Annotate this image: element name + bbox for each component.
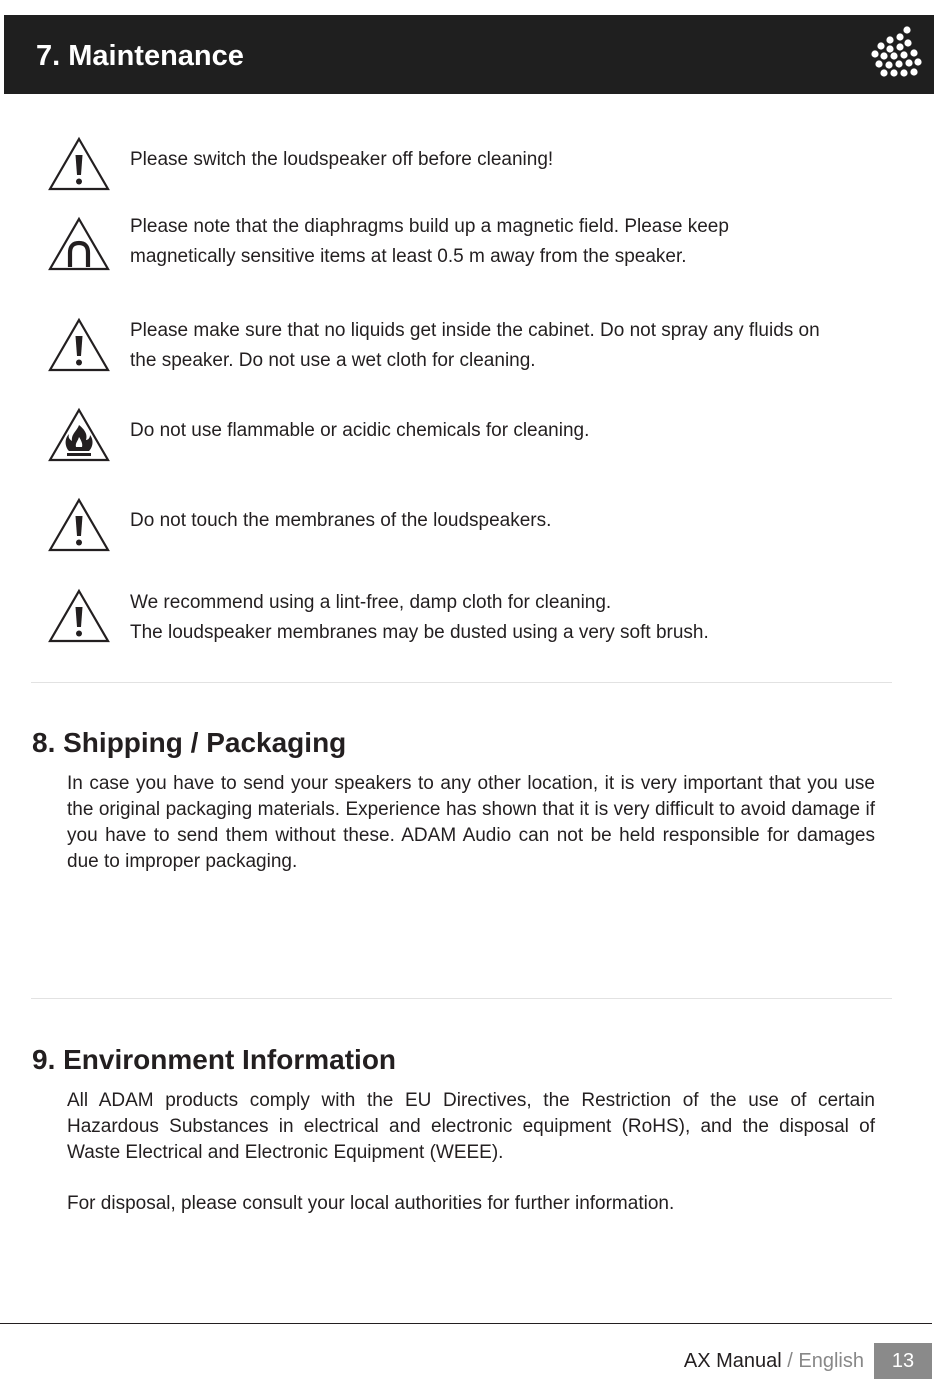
maintenance-item-2: Please note that the diaphragms build up a magnetic field. Please keep magnetically sensitive items at least 0.5 m away from the speaker. — [130, 216, 729, 267]
maintenance-item-5: Do not touch the membranes of the loudspeakers. — [130, 510, 552, 531]
environment-paragraph: All ADAM products comply with the EU Directives, the Restriction of the use of certain Hazardous Substances in electrical and electronic equipment (RoHS), and the disposal of Waste Electrical and Electronic Equipment (WEEE). — [67, 1090, 875, 1163]
warning-exclamation-icon — [47, 317, 111, 373]
disposal-paragraph: For disposal, please consult your local authorities for further information. — [67, 1193, 675, 1214]
page-title: 7. Maintenance — [36, 40, 244, 72]
warning-exclamation-icon — [47, 588, 111, 644]
footer-language: English — [798, 1350, 864, 1372]
section-divider — [31, 998, 892, 999]
footer-label — [684, 1348, 864, 1374]
footer-rule — [0, 1323, 932, 1324]
shipping-paragraph: In case you have to send your speakers to any other location, it is very important that you use the original packaging materials. Experience has shown that it is very difficult to avoid damage if you have to send them without these. ADAM Audio can not be held responsible for damages due to improper packaging. — [67, 773, 875, 872]
header-bar — [4, 15, 934, 94]
environment-heading: 9. Environment Information — [32, 1044, 397, 1075]
section-divider — [31, 682, 892, 683]
magnetic-field-warning-icon — [47, 216, 111, 272]
maintenance-item-1: Please switch the loudspeaker off before cleaning! — [130, 149, 554, 170]
warning-exclamation-icon — [47, 136, 111, 192]
maintenance-item-6: We recommend using a lint-free, damp cloth for cleaning. The loudspeaker membranes may be dusted using a very soft brush. — [130, 592, 709, 643]
maintenance-item-4: Do not use flammable or acidic chemicals for cleaning. — [130, 420, 590, 441]
maintenance-item-3: Please make sure that no liquids get inside the cabinet. Do not spray any fluids on the speaker. Do not use a wet cloth for cleaning. — [130, 320, 820, 371]
adam-audio-logo-icon — [864, 22, 928, 86]
page-number: 13 — [874, 1343, 932, 1379]
flammable-warning-icon — [47, 407, 111, 463]
warning-exclamation-icon — [47, 497, 111, 553]
shipping-heading: 8. Shipping / Packaging — [32, 727, 347, 758]
footer-separator: / — [787, 1350, 793, 1372]
manual-name: AX Manual — [683, 1350, 782, 1372]
